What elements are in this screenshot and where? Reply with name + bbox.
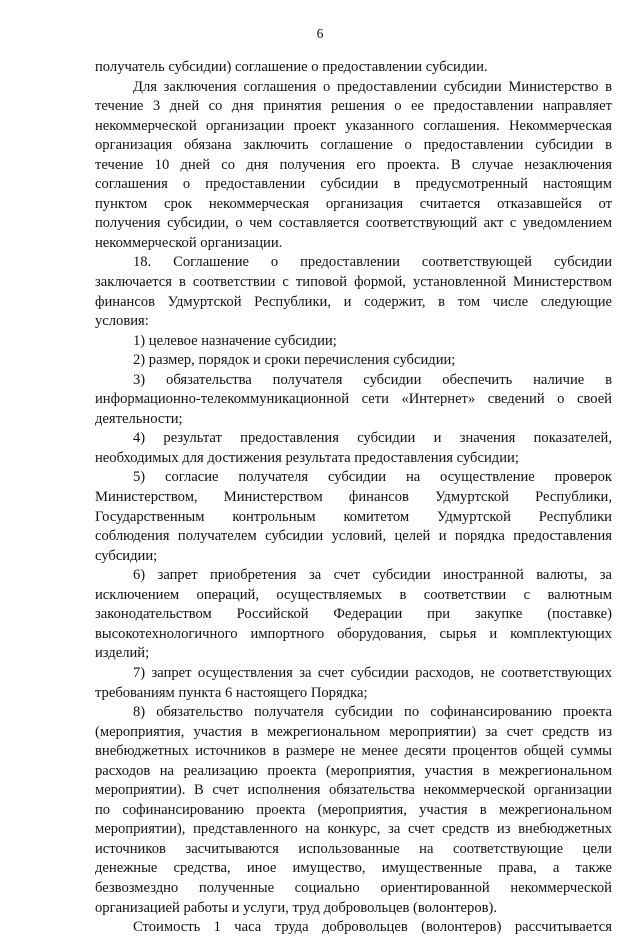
text-line: исключением операций, осуществляемых в соответствии с валютным [95,586,612,603]
text-line: мероприятии), представленного на конкурс, за счет средств из внебюджетных [95,821,612,838]
text-line: организацией работы и услуги, труд добровольцев (волонтеров). [95,899,498,916]
text-line: 2) размер, порядок и сроки перечисления субсидии; [133,352,456,369]
text-line: Стоимость 1 часа труда добровольцев (волонтеров) рассчитывается [133,919,612,936]
text-line: некоммерческой организации проект указанного соглашения. Некоммерческая [95,117,612,134]
text-line: субсидии; [95,547,158,564]
text-line: Государственным контрольным комитетом Удмуртской Республики [95,508,612,525]
text-line: безвозмездно полученные социально ориентированной некоммерческой [95,879,612,896]
text-line: организация обязана заключить соглашение о предоставлении субсидии в [95,137,612,154]
text-line: информационно-телекоммуникационной сети «Интернет» сведений о своей [95,391,612,408]
text-line: течение 3 дней со дня принятия решения о ее предоставлении направляет [95,98,612,115]
text-line: изделий; [95,645,150,662]
text-line: 5) согласие получателя субсидии на осуществление проверок [133,469,612,486]
text-line: деятельности; [95,410,183,427]
text-line: Для заключения соглашения о предоставлении субсидии Министерство в [133,78,612,95]
text-line: необходимых для достижения результата предоставления субсидии; [95,449,519,466]
text-line: 7) запрет осуществления за счет субсидии расходов, не соответствующих [133,664,612,681]
text-line: заключается в соответствии с типовой формой, установленной Министерством [95,274,612,291]
document-body [95,58,612,938]
text-line: 18. Соглашение о предоставлении соответствующей субсидии [133,254,612,271]
text-line: некоммерческой организации. [95,234,283,251]
text-line: финансов Удмуртской Республики, и содержит, в том числе следующие [95,293,612,310]
text-line: условия: [95,313,149,330]
text-line: Министерством, Министерством финансов Удмуртской Республики, [95,489,612,506]
text-line: получения субсидии, о чем составляется соответствующий акт с уведомлением [95,215,612,232]
text-line: законодательством Российской Федерации при закупке (поставке) [95,606,612,623]
text-line: по софинансированию проекта (мероприятия, участия в межрегиональном [95,801,612,818]
text-line: (мероприятия, участия в межрегиональном мероприятии) за счет средств из [95,723,612,740]
text-line: требованиям пункта 6 настоящего Порядка; [95,684,368,701]
text-line: источников засчитываются использованные на соответствующие цели [95,840,612,857]
page-number: 6 [316,26,324,41]
text-line: мероприятии). В счет исполнения обязательства некоммерческой организации [95,782,612,799]
text-line: соблюдения получателем субсидии условий, целей и порядка предоставления [95,528,612,545]
text-line: денежные средства, иное имущество, имущественные права, а также [95,860,612,877]
text-line: 4) результат предоставления субсидии и значения показателей, [133,430,612,447]
text-line: расходов на реализацию проекта (мероприятия, участия в межрегиональном [95,762,612,779]
text-line: течение 10 дней со дня получения его проекта. В случае незаключения [95,156,612,173]
text-line: 3) обязательства получателя субсидии обеспечить наличие в [133,371,612,388]
text-line: получатель субсидии) соглашение о предоставлении субсидии. [95,59,488,75]
text-line: 1) целевое назначение субсидии; [133,332,337,349]
text-line: высокотехнологичного импортного оборудования, сырья и комплектующих [95,625,612,642]
text-line: внебюджетных источников в размере не менее десяти процентов общей суммы [95,743,612,760]
text-line: пунктом срок некоммерческая организация считается отказавшейся от [95,195,612,212]
text-line: 8) обязательство получателя субсидии по софинансированию проекта [133,704,612,721]
text-line: 6) запрет приобретения за счет субсидии иностранной валюты, за [133,567,612,584]
text-line: соглашения о предоставлении субсидии в предусмотренный настоящим [95,176,612,193]
